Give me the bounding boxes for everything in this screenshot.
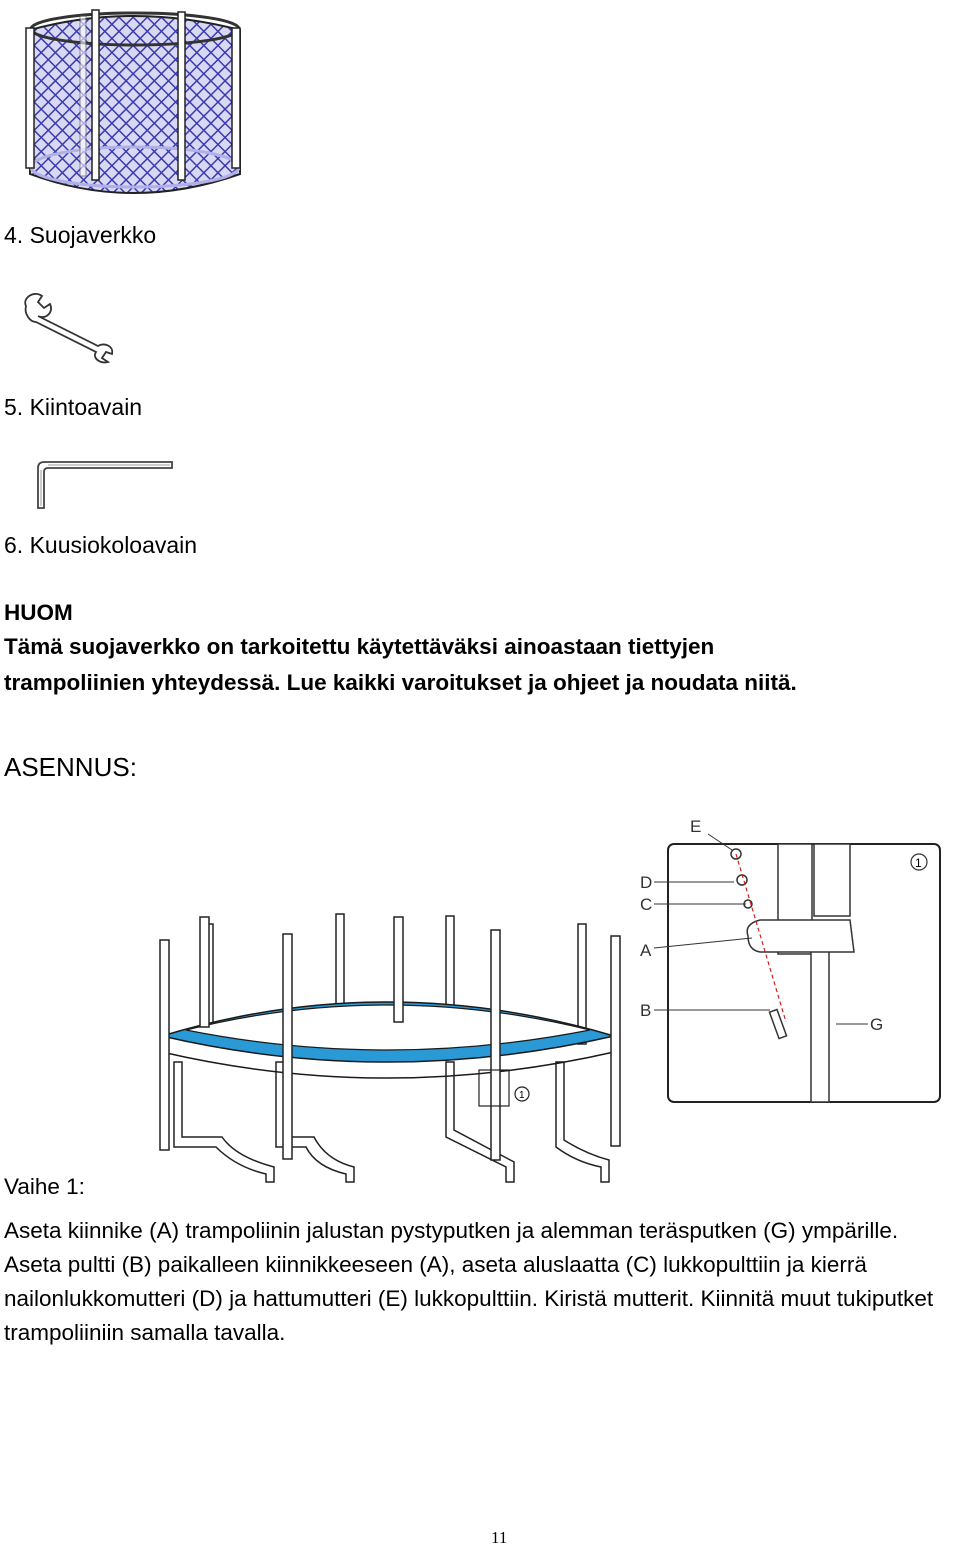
notice-heading: HUOM [4,600,73,625]
safety-net-icon [20,2,250,202]
item-number: 5. [4,394,24,420]
part-label-b: B [640,1001,652,1020]
step-label: Vaihe 1: [4,1174,85,1199]
item-5-label [4,394,142,421]
part-label-g: G [870,1015,884,1034]
part-label-a: A [640,941,652,960]
item-name: Kuusiokoloavain [29,532,198,558]
diagram-callout: 1 [519,1090,525,1101]
item-number: 6. [4,532,24,558]
item-4-label [4,222,156,249]
wrench-icon [20,292,120,362]
assembly-heading: ASENNUS: [4,752,137,782]
hex-key-icon [34,460,184,510]
notice-line-1: Tämä suojaverkko on tarkoitettu käytettäväksi ainoastaan tiettyjen [4,634,715,659]
part-label-d: D [640,873,653,892]
item-name: Kiintoavain [29,394,143,420]
item-name: Suojaverkko [29,222,157,248]
notice-line-2: trampoliinien yhteydessä. Lue kaikki varoitukset ja ohjeet ja noudata niitä. [4,670,797,695]
part-label-e: E [690,817,702,836]
detail-number: 1 [915,856,922,870]
page-number: 11 [491,1528,508,1547]
part-label-c: C [640,895,653,914]
bracket-detail-diagram [636,812,956,1112]
step-text: Aseta kiinnike (A) trampoliinin jalustan pystyputken ja alemman teräsputken (G) ympärille. Aseta pultti (B) paikalleen kiinnikkeeseen (A), aseta aluslaatta (C) lukkopulttiin ja kierrä nailonlukkomutteri (D) ja hattumutteri (E) lukkopulttiin. Kiristä mutterit. Kiinnitä muut tukiputket trampoliiniin samalla tavalla. [4,1218,934,1345]
item-number: 4. [4,222,24,248]
item-6-label [4,532,197,559]
trampoline-frame-diagram [156,912,626,1192]
